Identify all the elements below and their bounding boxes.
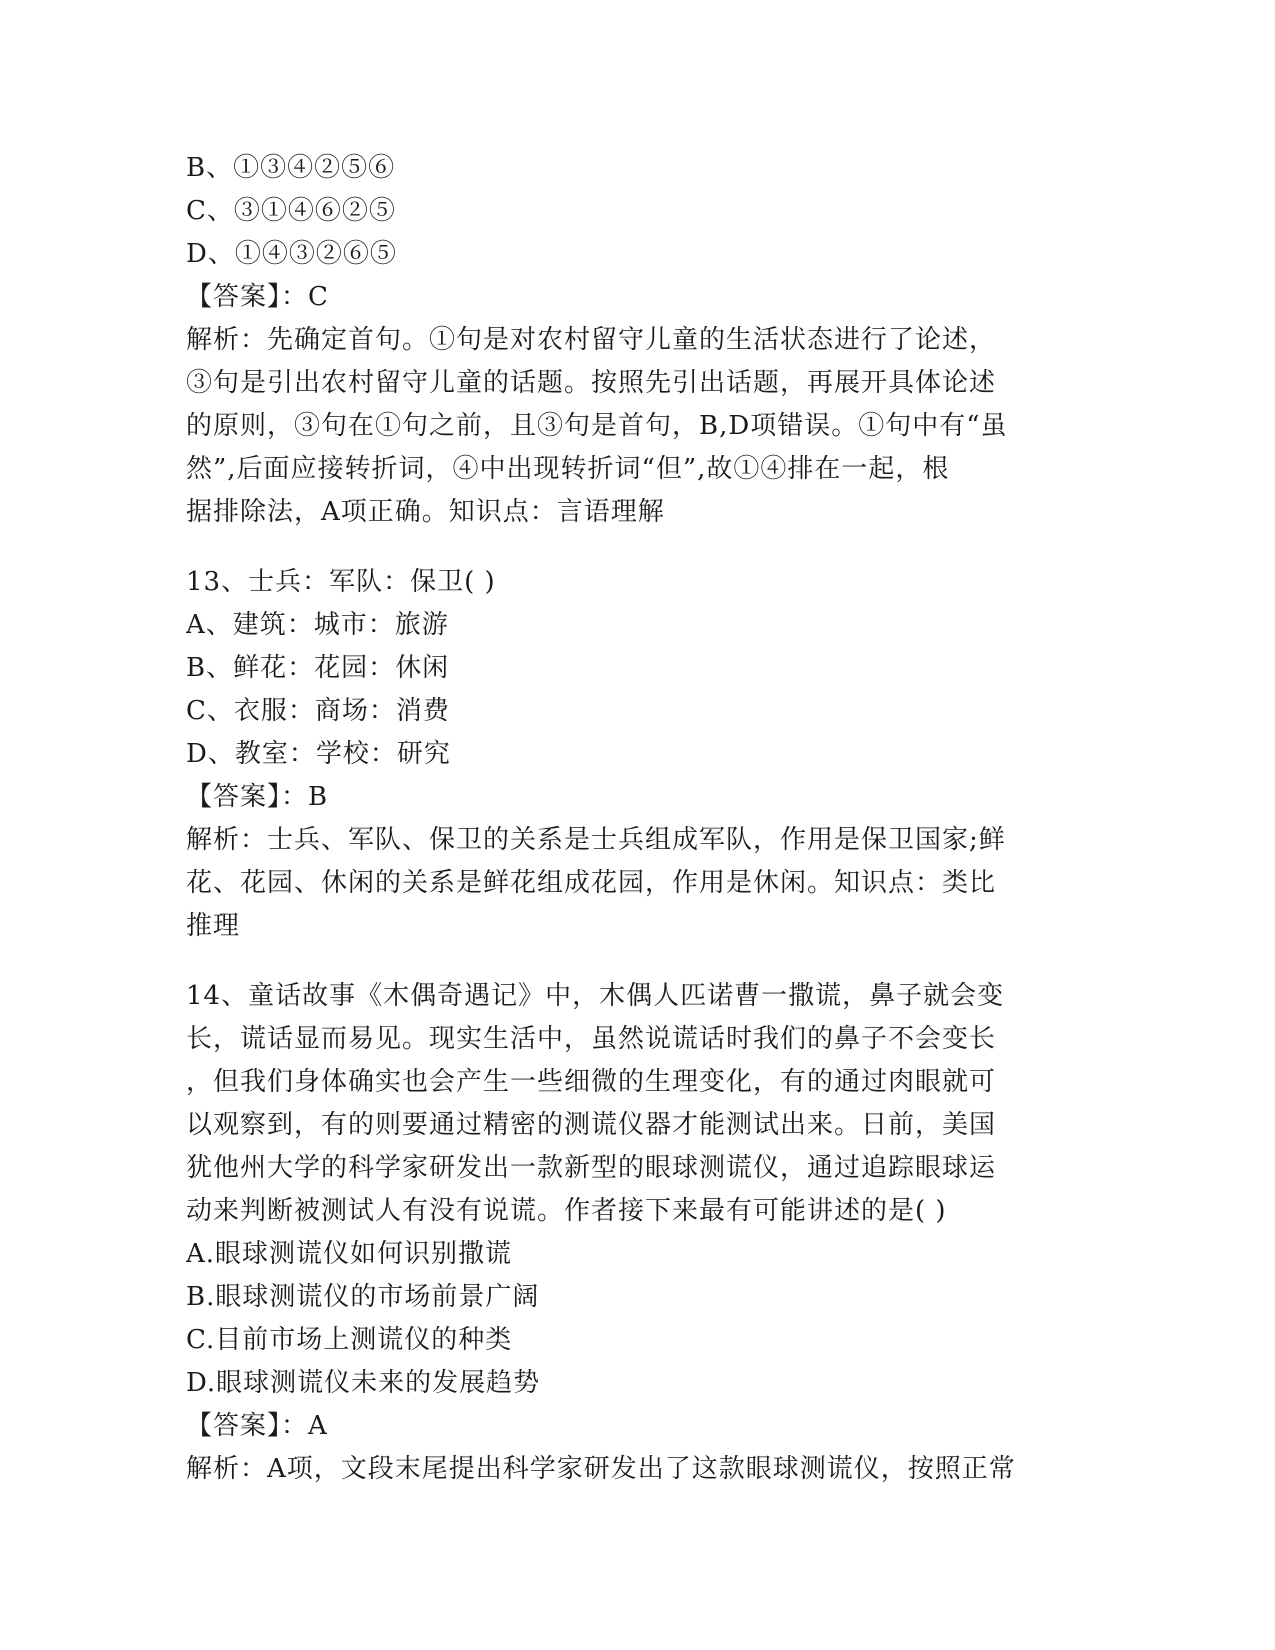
question-13 <box>186 561 1086 948</box>
question-stem: 13、士兵：军队：保卫( ) <box>186 567 496 597</box>
section-gap <box>186 948 1086 975</box>
question-stem-line: 长，谎话显而易见。现实生活中，虽然说谎话时我们的鼻子不会变长 <box>186 1024 997 1054</box>
analysis-line: 解析：士兵、军队、保卫的关系是士兵组成军队，作用是保卫国家;鲜 <box>186 825 1006 855</box>
analysis-line: 推理 <box>186 911 241 941</box>
question-stem-line: 犹他州大学的科学家研发出一款新型的眼球测谎仪，通过追踪眼球运 <box>186 1153 997 1183</box>
answer-line: 【答案】：A <box>186 1411 328 1441</box>
analysis-line: ③句是引出农村留守儿童的话题。按照先引出话题，再展开具体论述 <box>186 368 997 398</box>
question-14 <box>186 975 1086 1491</box>
analysis-line: 然”,后面应接转折词，④中出现转折词“但”,故①④排在一起，根 <box>186 454 950 484</box>
option-b: B、①③④②⑤⑥ <box>186 153 396 183</box>
option-b: B、鲜花：花园：休闲 <box>186 653 450 683</box>
question-stem-line: 14、童话故事《木偶奇遇记》中，木偶人匹诺曹一撒谎，鼻子就会变 <box>186 981 1005 1011</box>
option-c: C、③①④⑥②⑤ <box>186 196 396 226</box>
question-stem-line: 以观察到，有的则要通过精密的测谎仪器才能测试出来。日前，美国 <box>186 1110 997 1140</box>
option-d: D、教室：学校：研究 <box>186 739 451 769</box>
option-a: A、建筑：城市：旅游 <box>186 610 449 640</box>
option-b: B.眼球测谎仪的市场前景广阔 <box>186 1282 540 1312</box>
analysis-line: 花、花园、休闲的关系是鲜花组成花园，作用是休闲。知识点：类比 <box>186 868 997 898</box>
analysis-line: 据排除法，A项正确。知识点：言语理解 <box>186 497 665 527</box>
option-c: C、衣服：商场：消费 <box>186 696 450 726</box>
question-12-tail <box>186 147 1086 534</box>
analysis-line: 的原则，③句在①句之前，且③句是首句，B,D项错误。①句中有“虽 <box>186 411 1008 441</box>
section-gap <box>186 534 1086 561</box>
question-stem-line: 动来判断被测试人有没有说谎。作者接下来最有可能讲述的是( ) <box>186 1196 947 1226</box>
option-a: A.眼球测谎仪如何识别撒谎 <box>186 1239 513 1269</box>
option-d: D.眼球测谎仪未来的发展趋势 <box>186 1368 541 1398</box>
option-d: D、①④③②⑥⑤ <box>186 239 397 269</box>
page-content <box>186 147 1086 1491</box>
question-stem-line: ，但我们身体确实也会产生一些细微的生理变化，有的通过肉眼就可 <box>186 1067 997 1097</box>
answer-line: 【答案】：C <box>186 282 329 312</box>
analysis-line: 解析：A项，文段末尾提出科学家研发出了这款眼球测谎仪，按照正常 <box>186 1454 1016 1484</box>
analysis-line: 解析：先确定首句。①句是对农村留守儿童的生活状态进行了论述， <box>186 325 997 355</box>
answer-line: 【答案】：B <box>186 782 329 812</box>
option-c: C.目前市场上测谎仪的种类 <box>186 1325 513 1355</box>
